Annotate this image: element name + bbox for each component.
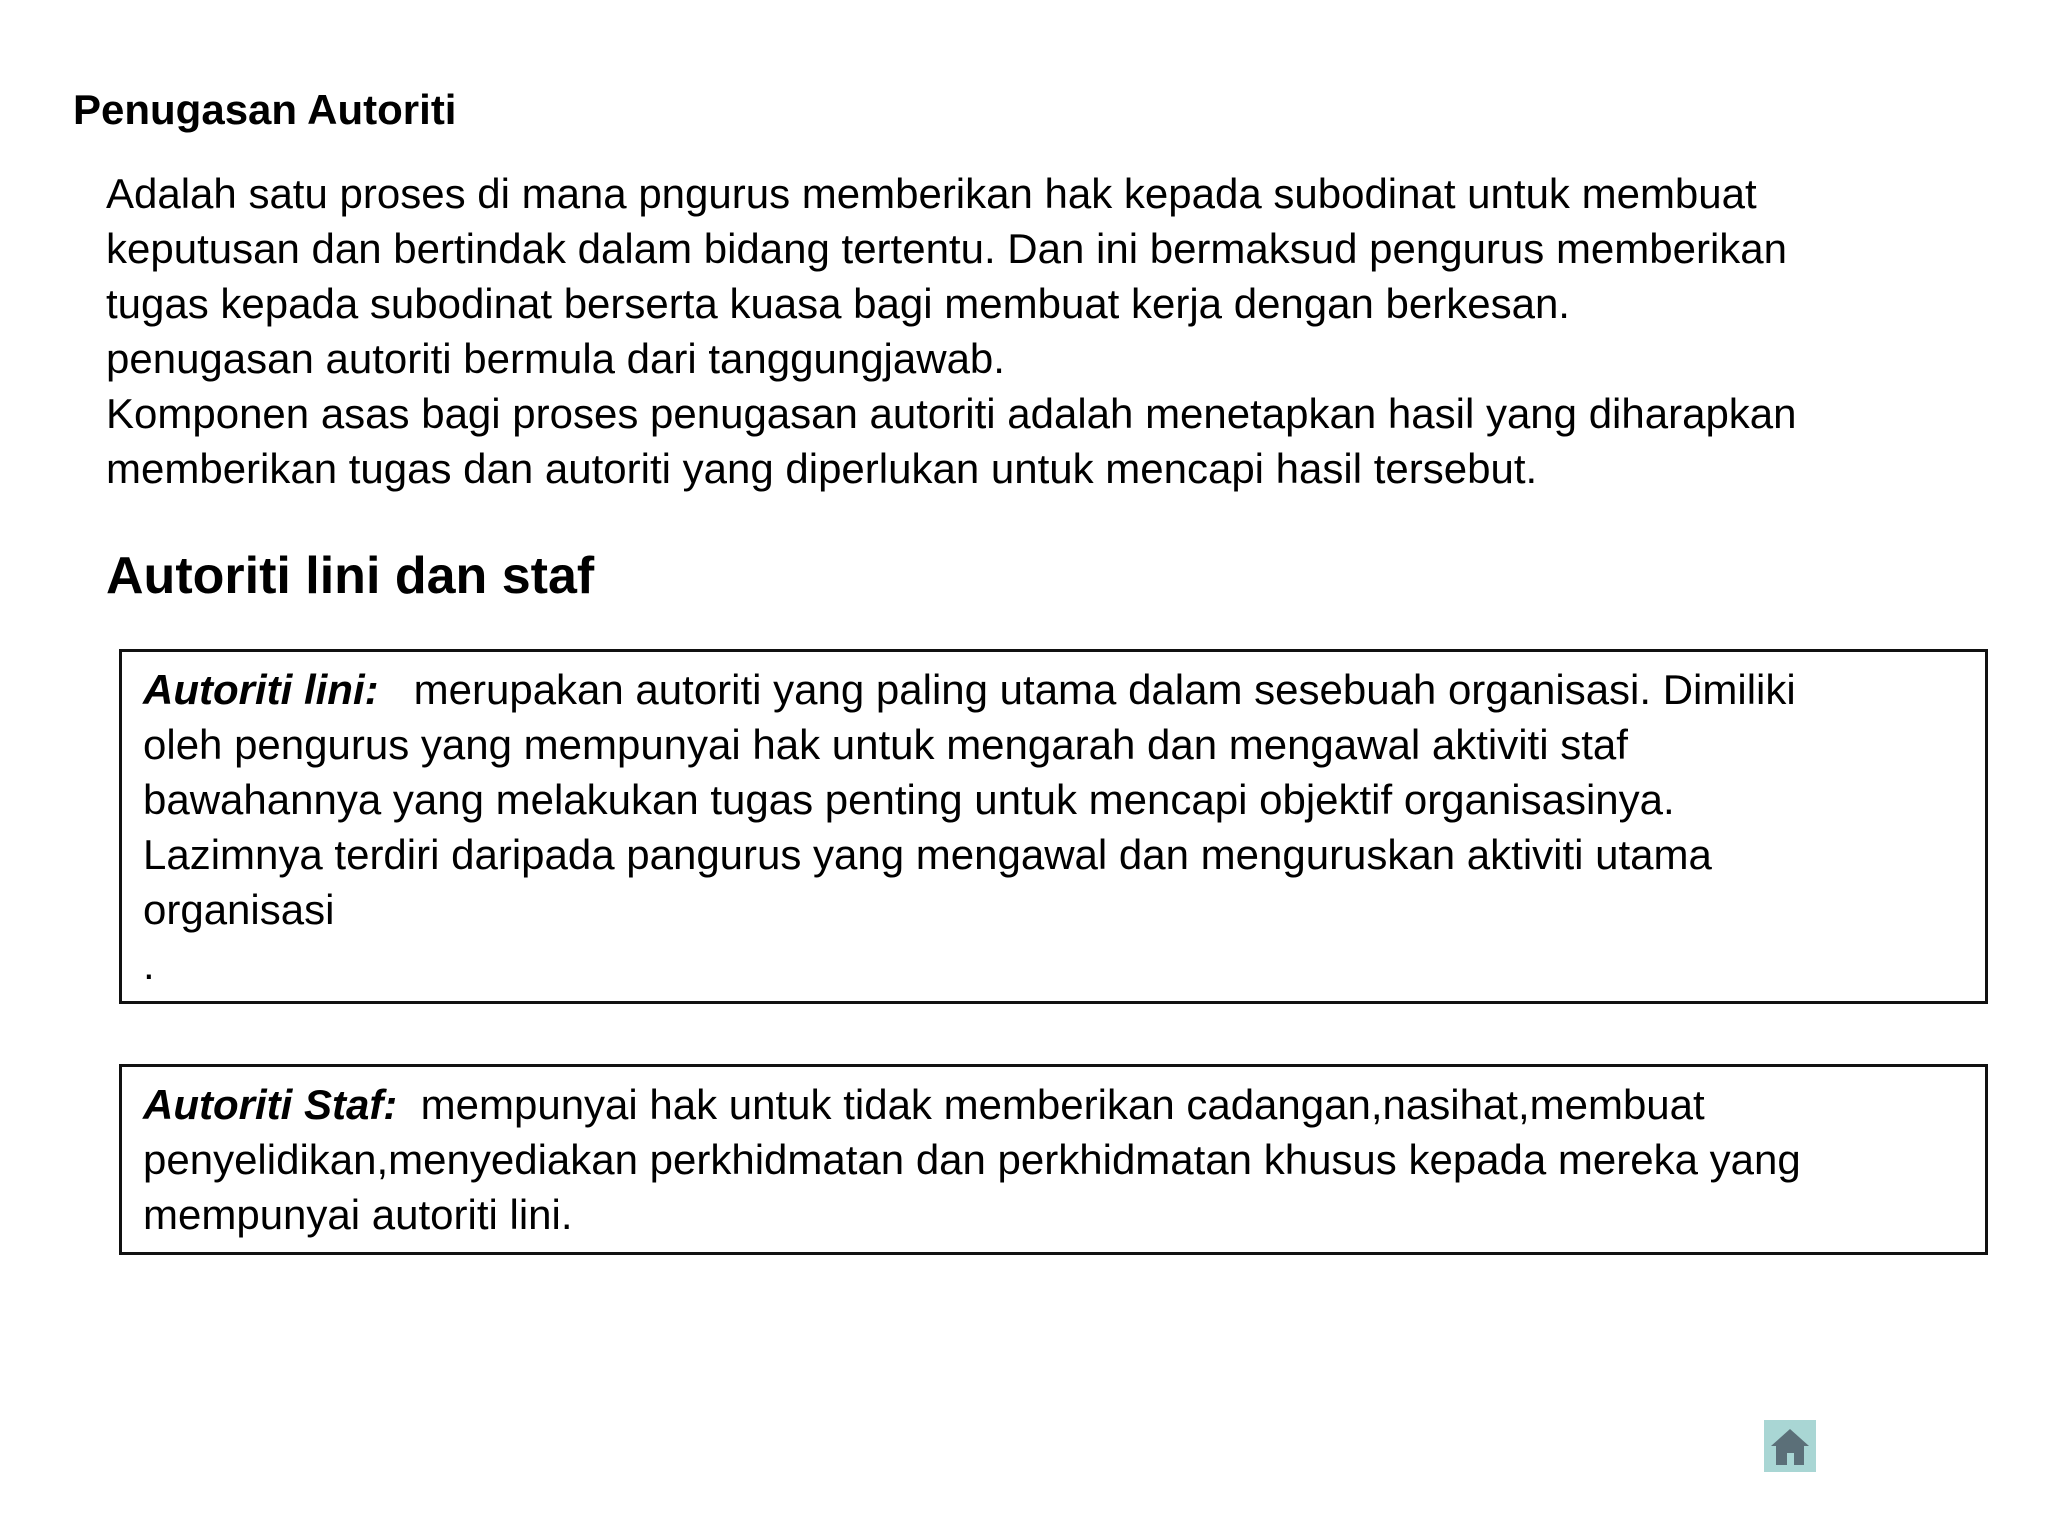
autoriti-lini-text: Lazimnya terdiri daripada pangurus yang mengawal dan menguruskan aktiviti utama xyxy=(143,831,1712,878)
autoriti-lini-text: oleh pengurus yang mempunyai hak untuk mengarah dan mengawal aktiviti staf xyxy=(143,721,1628,768)
intro-line: Komponen asas bagi proses penugasan autoriti adalah menetapkan hasil yang diharapkan xyxy=(106,390,1797,437)
autoriti-staf-text: mempunyai hak untuk tidak memberikan cadangan,nasihat,membuat xyxy=(420,1081,1705,1128)
autoriti-staf-first-line xyxy=(143,1077,1965,1132)
autoriti-lini-text: bawahannya yang melakukan tugas penting untuk mencapi objektif organisasinya. xyxy=(143,776,1675,823)
intro-line: Adalah satu proses di mana pngurus memberikan hak kepada subodinat untuk membuat xyxy=(106,170,1757,217)
autoriti-staf-text: penyelidikan,menyediakan perkhidmatan dan perkhidmatan khusus kepada mereka yang xyxy=(143,1136,1801,1183)
autoriti-lini-text: merupakan autoriti yang paling utama dalam sesebuah organisasi. Dimiliki xyxy=(413,666,1796,713)
intro-line: keputusan dan bertindak dalam bidang tertentu. Dan ini bermaksud pengurus memberikan xyxy=(106,225,1788,272)
autoriti-lini-text: . xyxy=(143,941,155,988)
autoriti-lini-text: organisasi xyxy=(143,886,335,933)
home-button[interactable] xyxy=(1764,1420,1816,1472)
section-heading: Autoriti lini dan staf xyxy=(106,547,595,605)
slide-title: Penugasan Autoriti xyxy=(73,86,457,133)
autoriti-lini-first-line xyxy=(143,662,1965,717)
intro-line: tugas kepada subodinat berserta kuasa bagi membuat kerja dengan berkesan. xyxy=(106,280,1570,327)
autoriti-lini-box xyxy=(119,649,1988,1004)
spacer xyxy=(379,666,414,713)
home-icon xyxy=(1764,1420,1816,1472)
spacer xyxy=(397,1081,420,1128)
autoriti-staf-term: Autoriti Staf: xyxy=(143,1081,398,1128)
intro-line: penugasan autoriti bermula dari tanggungjawab. xyxy=(106,335,1005,382)
autoriti-lini-term: Autoriti lini: xyxy=(143,666,379,713)
intro-paragraph xyxy=(106,166,2006,496)
autoriti-staf-box xyxy=(119,1064,1988,1255)
intro-line: memberikan tugas dan autoriti yang diperlukan untuk mencapi hasil tersebut. xyxy=(106,445,1538,492)
autoriti-staf-text: mempunyai autoriti lini. xyxy=(143,1191,573,1238)
